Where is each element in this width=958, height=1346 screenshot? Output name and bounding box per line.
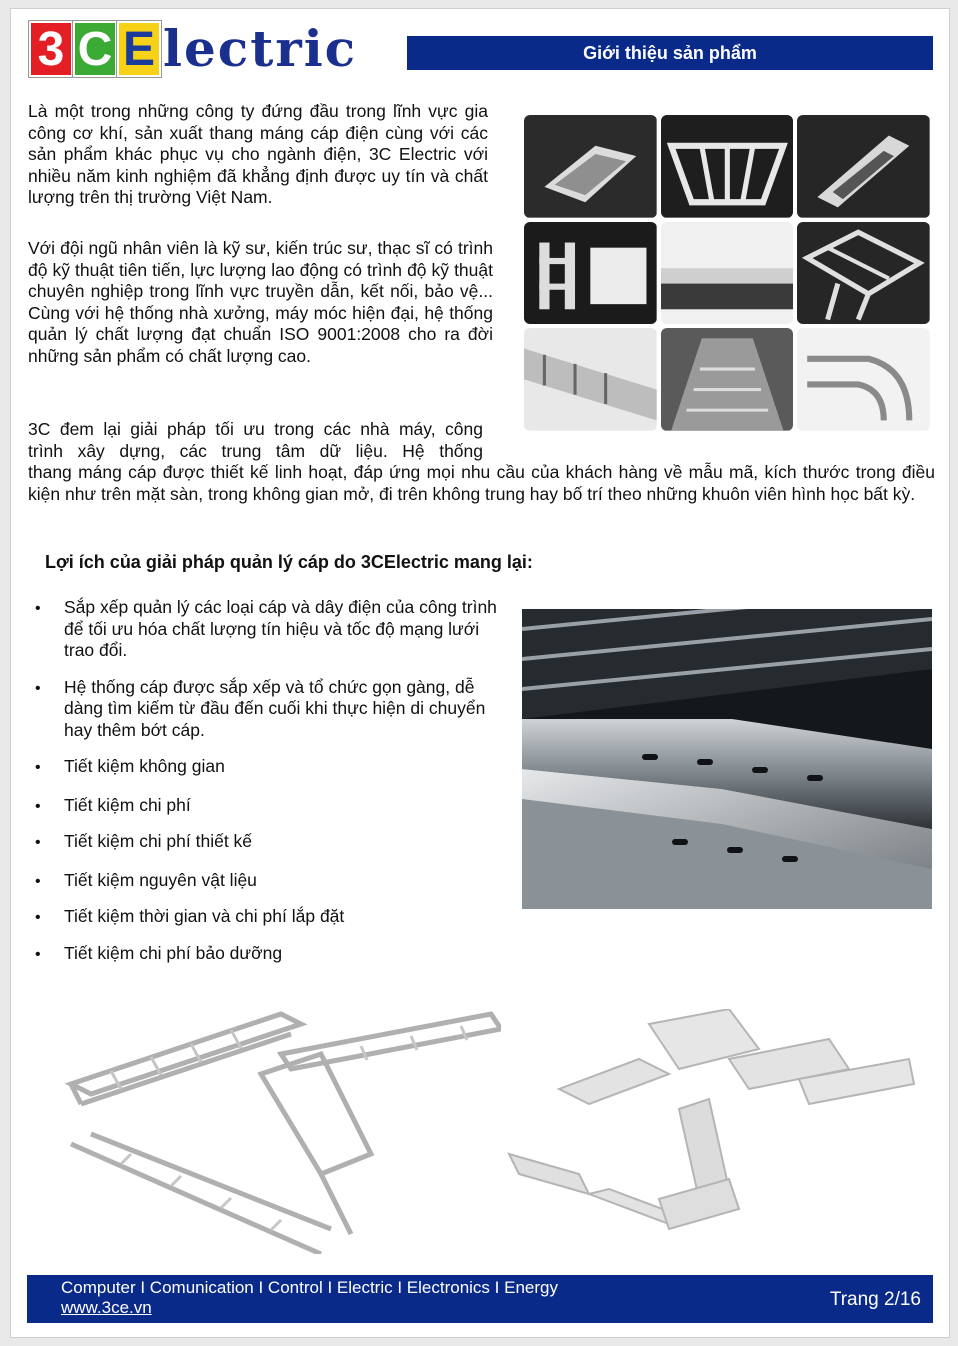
company-logo[interactable] (29, 19, 357, 79)
intro-paragraph-1: Là một trong những công ty đứng đầu trong lĩnh vực gia công cơ khí, sản xuất thang máng cáp điện cùng với các sản phẩm khác phục vụ cho ngành điện, 3C Electric với nhiều năm kinh nghiệm đã khẳng định được uy tín và chất lượng trên thị trường Việt Nam. (28, 101, 488, 207)
product-photo-grid (524, 115, 930, 431)
benefit-item: • Tiết kiệm chi phí (28, 795, 508, 817)
section-title: Giới thiệu sản phẩm (583, 42, 757, 63)
photo-tray-reducer (524, 115, 657, 218)
benefit-item: • Tiết kiệm không gian (28, 756, 508, 778)
page-number: Trang 2/16 (829, 1289, 921, 1310)
benefits-heading: Lợi ích của giải pháp quản lý cáp do 3CElectric mang lại: (45, 552, 533, 572)
benefits-list (28, 597, 508, 964)
section-title-bar (407, 36, 933, 70)
ladder-system-diagram (61, 994, 501, 1254)
tray-system-diagram (499, 1009, 919, 1249)
footer-bar (27, 1275, 933, 1323)
photo-ladder-vertical (797, 115, 930, 218)
photo-tray-cover (524, 222, 657, 325)
benefit-item: • Sắp xếp quản lý các loại cáp và dây điện của công trình để tối ưu hóa chất lượng tín hiệu và tốc độ mạng lưới trao đổi. (28, 597, 508, 662)
photo-stacked-cable-trays (522, 609, 932, 909)
photo-ladder-bend (661, 115, 794, 218)
benefit-item: • Tiết kiệm thời gian và chi phí lắp đặt (28, 906, 508, 928)
benefit-item: • Tiết kiệm chi phí bảo dưỡng (28, 943, 508, 965)
footer-website-link[interactable]: www.3ce.vn (61, 1298, 152, 1317)
intro-paragraph-3 (28, 419, 935, 505)
benefit-item: • Hệ thống cáp được sắp xếp và tổ chức gọn gàng, dễ dàng tìm kiếm từ đầu đến cuối khi thực hiện di chuyển hay thêm bớt cáp. (28, 677, 508, 742)
logo-wordmark: lectric (163, 19, 358, 78)
benefit-item: • Tiết kiệm chi phí thiết kế (28, 831, 508, 853)
footer-tagline: Computer I Comunication I Control I Electric I Electronics I Energy (61, 1278, 558, 1297)
benefit-item: • Tiết kiệm nguyên vật liệu (28, 870, 508, 892)
intro-paragraph-2: Với đội ngũ nhân viên là kỹ sư, kiến trúc sư, thạc sĩ có trình độ kỹ thuật tiên tiến, lực lượng lao động có trình độ kỹ thuật chuyên nghiệp trong lĩnh vực truyền dẫn, kết nối, bảo vệ... Cùng với hệ thống nhà xưởng, máy móc hiện đại, hệ thống quản lý chất lượng đạt chuẩn ISO 9001:2008 cho ra đời những sản phẩm có chất lượng cao. (28, 238, 493, 366)
logo-3-box: 3 (29, 21, 73, 77)
photo-factory-trays (661, 328, 794, 431)
logo-c-box: C (73, 21, 117, 77)
photo-ladder-straight (524, 328, 657, 431)
page (10, 8, 950, 1338)
photo-perforated-tray (661, 222, 794, 325)
photo-ladder-elbow (797, 328, 930, 431)
logo-e-box: E (117, 21, 161, 77)
photo-ladder-tee (797, 222, 930, 325)
intro-p3-rest: thang máng cáp được thiết kế linh hoạt, đáp ứng mọi nhu cầu của khách hàng về mẫu mã, kích thước trong điều kiện như trên mặt sàn, trong không gian mở, đi trên không trung hay bố trí theo những khuôn viên hình học bất kỳ. (28, 462, 935, 504)
intro-p3-line1: 3C đem lại giải pháp tối ưu trong các nhà máy, công (28, 419, 483, 439)
intro-p3-line2: trình xây dựng, các trung tâm dữ liệu. Hệ thống (28, 440, 483, 461)
